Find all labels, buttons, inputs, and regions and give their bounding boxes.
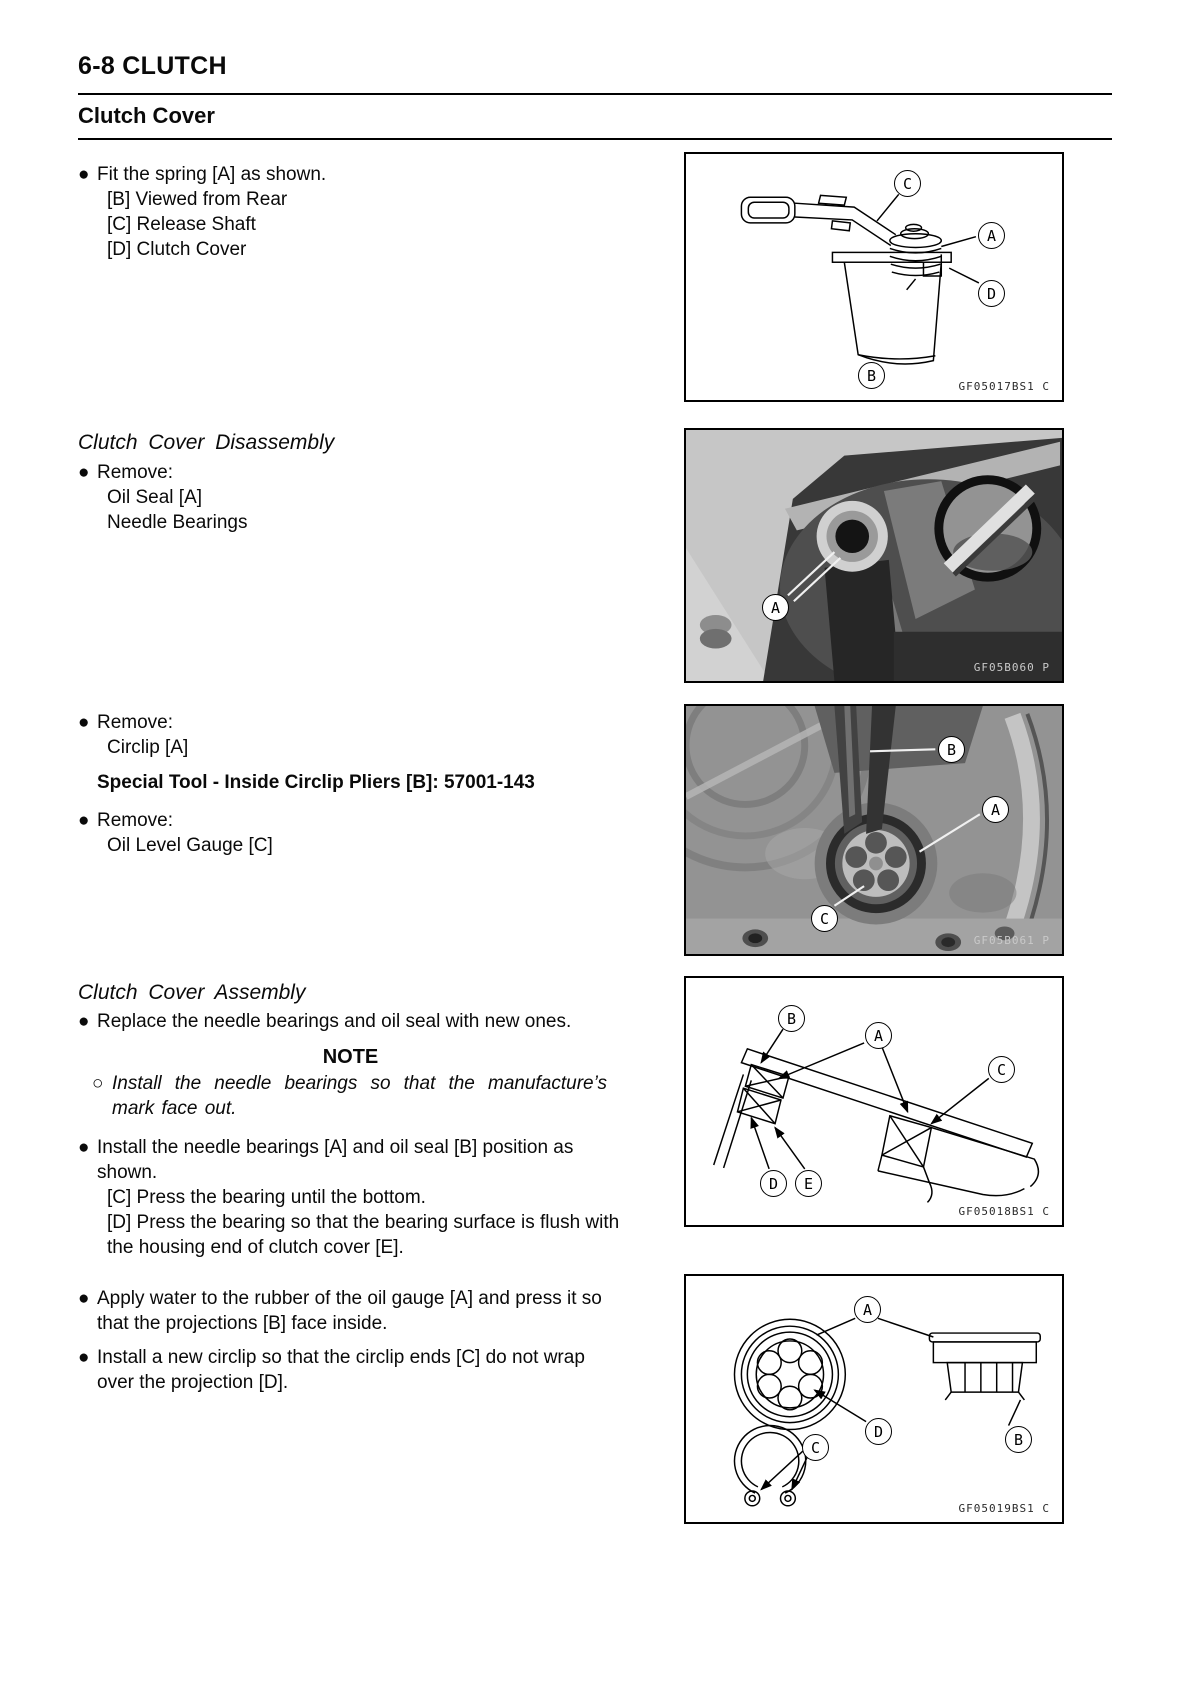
disassembly-heading: Clutch Cover Disassembly [78, 431, 335, 454]
replace-text: Replace the needle bearings and oil seal with new ones. [97, 1011, 572, 1032]
bullet-item [78, 710, 623, 735]
fig2-code: GF05B060 P [973, 661, 1050, 674]
bullet-marker: ● [78, 1288, 90, 1309]
fig3-label-b: B [938, 736, 965, 763]
legend-line: [C] Release Shaft [107, 214, 256, 235]
fig4-label-c: C [988, 1056, 1015, 1083]
bullet-marker: ● [78, 1137, 90, 1158]
note-text: Install the needle bearings so that the manufacture’s mark face out. [112, 1073, 607, 1119]
remove-item: Circlip [A] [107, 737, 189, 758]
fig5-code: GF05019BS1 C [958, 1502, 1050, 1515]
bullet-item [78, 460, 623, 485]
bullet-marker: ● [78, 712, 90, 733]
figure-oil-seal-photo [684, 428, 1064, 683]
circlip-pliers-photo [686, 706, 1062, 954]
fig5-label-b: B [1005, 1426, 1032, 1453]
special-tool-line: Special Tool - Inside Circlip Pliers [B]: 57001-143 [97, 772, 535, 793]
remove-label: Remove: [97, 462, 174, 483]
page-section-title: Clutch Cover [78, 103, 215, 128]
bullet-marker: ● [78, 1011, 90, 1032]
remove-item: Oil Level Gauge [C] [107, 835, 273, 856]
remove-item: Oil Seal [A] [107, 487, 203, 508]
remove-label: Remove: [97, 712, 174, 733]
fit-spring-text: Fit the spring [A] as shown. [97, 164, 327, 185]
apply-water-text: Apply water to the rubber of the oil gauge [A] and press it so that the projections [B] face inside. [97, 1288, 602, 1334]
fig1-label-c: C [894, 170, 921, 197]
bearing-cross-section-drawing [686, 978, 1062, 1225]
fig3-code: GF05B061 P [973, 934, 1050, 947]
fig2-label-a: A [762, 594, 789, 621]
bullet-marker: ● [78, 1347, 90, 1368]
header-divider-top [78, 93, 1112, 95]
figure-spring-installation [684, 152, 1064, 402]
remove-item: Needle Bearings [107, 512, 248, 533]
bullet-marker: ● [78, 164, 90, 185]
fit-spring-block [78, 162, 623, 262]
install-circlip-text: Install a new circlip so that the circlip ends [C] do not wrap over the projection [D]. [97, 1347, 585, 1393]
fig5-label-a: A [854, 1296, 881, 1323]
page-chapter-title: 6-8 CLUTCH [78, 52, 227, 80]
header-divider-bottom [78, 138, 1112, 140]
circlip-removal-block [78, 710, 623, 858]
note-marker: ○ [92, 1073, 104, 1094]
install-bearings-text: Install the needle bearings [A] and oil seal [B] position as shown. [97, 1137, 574, 1183]
legend-line: [D] Clutch Cover [107, 239, 247, 260]
fig1-label-d: D [978, 280, 1005, 307]
fig1-label-b: B [858, 362, 885, 389]
bullet-marker: ● [78, 810, 90, 831]
figure-oil-gauge [684, 1274, 1064, 1524]
figure-circlip-removal-photo [684, 704, 1064, 956]
fig4-code: GF05018BS1 C [958, 1205, 1050, 1218]
fig5-label-c: C [802, 1434, 829, 1461]
bullet-item [78, 1286, 623, 1336]
bullet-item [78, 1345, 623, 1395]
bullet-marker: ● [78, 462, 90, 483]
note-title: NOTE [322, 1046, 379, 1068]
fig4-label-b: B [778, 1005, 805, 1032]
bullet-item [78, 1135, 633, 1185]
fig1-label-a: A [978, 222, 1005, 249]
fig3-label-c: C [811, 905, 838, 932]
install-sub-line: [D] Press the bearing so that the bearing surface is flush with the housing end of clutch cover [E]. [107, 1212, 620, 1258]
figure-bearing-position [684, 976, 1064, 1227]
remove-label: Remove: [97, 810, 174, 831]
clutch-cover-oil-seal-photo [686, 430, 1062, 681]
bullet-item [78, 808, 623, 833]
assembly-block [78, 980, 623, 1395]
fig3-label-a: A [982, 796, 1009, 823]
fig4-label-d: D [760, 1170, 787, 1197]
legend-line: [B] Viewed from Rear [107, 189, 288, 210]
fig1-code: GF05017BS1 C [958, 380, 1050, 393]
assembly-heading: Clutch Cover Assembly [78, 981, 306, 1004]
fig4-label-a: A [865, 1022, 892, 1049]
disassembly-block [78, 430, 623, 535]
fig4-label-e: E [795, 1170, 822, 1197]
install-sub-line: [C] Press the bearing until the bottom. [107, 1187, 426, 1208]
bullet-item [78, 1009, 623, 1034]
note-body [92, 1071, 607, 1121]
fig5-label-d: D [865, 1418, 892, 1445]
bullet-item [78, 162, 623, 187]
